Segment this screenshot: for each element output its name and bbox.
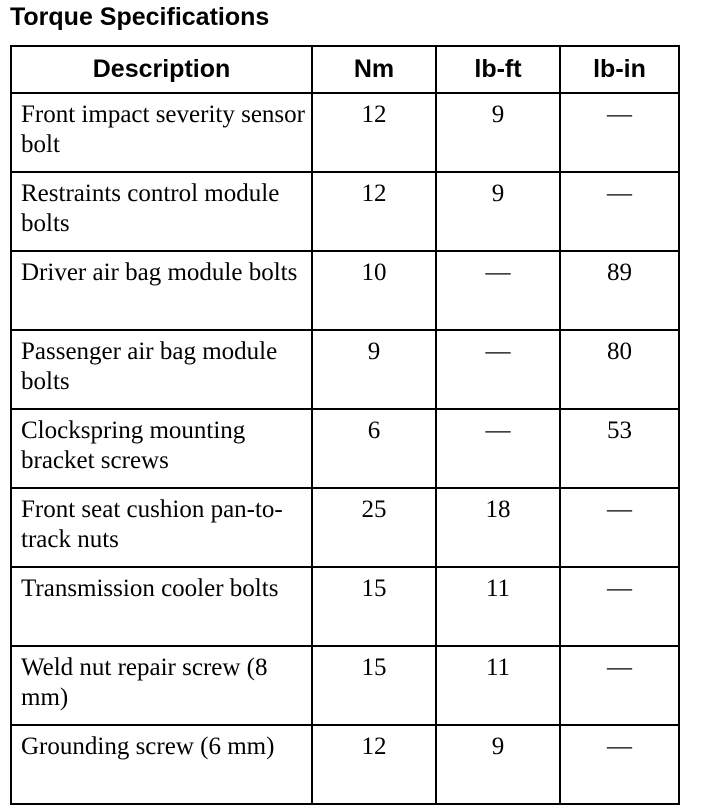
cell-nm: 12 <box>312 172 436 251</box>
cell-description: Weld nut repair screw (8 mm) <box>11 646 312 725</box>
cell-description: Front impact severity sensor bolt <box>11 93 312 172</box>
page-title: Torque Specifications <box>10 3 270 31</box>
cell-description: Driver air bag module bolts <box>11 251 312 330</box>
table-row <box>11 251 679 330</box>
cell-lbin: — <box>560 488 679 567</box>
cell-nm: 12 <box>312 93 436 172</box>
table-row <box>11 93 679 172</box>
header-lbin: lb-in <box>560 46 679 93</box>
cell-lbft: — <box>436 330 560 409</box>
table-row <box>11 725 679 804</box>
table-row <box>11 330 679 409</box>
cell-lbft: — <box>436 251 560 330</box>
cell-lbin: 53 <box>560 409 679 488</box>
cell-nm: 15 <box>312 567 436 646</box>
cell-nm: 25 <box>312 488 436 567</box>
cell-nm: 9 <box>312 330 436 409</box>
cell-lbft: 9 <box>436 93 560 172</box>
cell-nm: 6 <box>312 409 436 488</box>
table-row <box>11 567 679 646</box>
cell-description: Restraints control module bolts <box>11 172 312 251</box>
cell-description: Front seat cushion pan-to-track nuts <box>11 488 312 567</box>
cell-lbft: 9 <box>436 725 560 804</box>
cell-lbft: 18 <box>436 488 560 567</box>
cell-description: Transmission cooler bolts <box>11 567 312 646</box>
cell-lbft: 11 <box>436 567 560 646</box>
header-lbft: lb-ft <box>436 46 560 93</box>
header-description: Description <box>11 46 312 93</box>
cell-lbin: 80 <box>560 330 679 409</box>
cell-lbin: — <box>560 172 679 251</box>
cell-description: Passenger air bag module bolts <box>11 330 312 409</box>
cell-description: Grounding screw (6 mm) <box>11 725 312 804</box>
table-row <box>11 172 679 251</box>
cell-lbin: 89 <box>560 251 679 330</box>
cell-nm: 15 <box>312 646 436 725</box>
torque-spec-table <box>10 45 680 805</box>
cell-lbft: 11 <box>436 646 560 725</box>
cell-lbin: — <box>560 567 679 646</box>
table-header-row <box>11 46 679 93</box>
cell-lbin: — <box>560 725 679 804</box>
cell-nm: 12 <box>312 725 436 804</box>
cell-lbft: — <box>436 409 560 488</box>
cell-lbin: — <box>560 93 679 172</box>
cell-lbin: — <box>560 646 679 725</box>
table-row <box>11 646 679 725</box>
cell-nm: 10 <box>312 251 436 330</box>
cell-description: Clockspring mounting bracket screws <box>11 409 312 488</box>
table-row <box>11 409 679 488</box>
cell-lbft: 9 <box>436 172 560 251</box>
header-nm: Nm <box>312 46 436 93</box>
table-row <box>11 488 679 567</box>
